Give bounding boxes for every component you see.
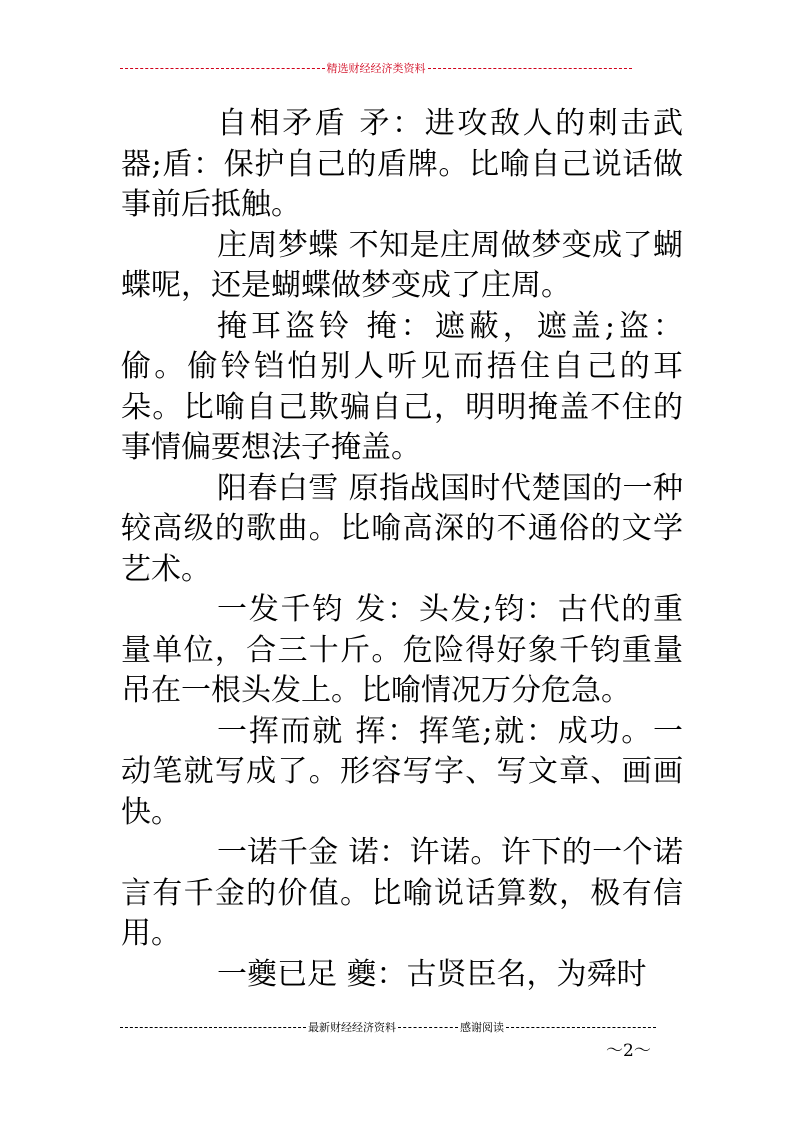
- idiom-paragraph: 一挥而就 挥：挥笔;就：成功。一动笔就写成了。形容写字、写文章、画画快。: [121, 713, 683, 830]
- header-divider-left: [120, 68, 325, 69]
- header-divider-right: [428, 68, 633, 69]
- idiom-paragraph: 掩耳盗铃 掩：遮蔽，遮盖;盗：偷。偷铃铛怕别人听见而捂住自己的耳朵。比喻自己欺骗自己，明明掩盖不住的事情偏要想法子掩盖。: [121, 308, 683, 465]
- page-footer: [120, 1018, 656, 1036]
- idiom-paragraph: 一诺千金 诺：许诺。许下的一个诺言有千金的价值。比喻说话算数，极有信用。: [121, 835, 683, 951]
- document-body: [121, 104, 683, 995]
- idiom-paragraph: 一夔已足 夔：古贤臣名，为舜时: [217, 956, 647, 992]
- idiom-paragraph: 一发千钧 发：头发;钧：古代的重量单位，合三十斤。危险得好象千钧重量吊在一根头发上。比喻情况万分危急。: [121, 592, 683, 708]
- header-text: 精选财经经济类资料: [326, 62, 426, 75]
- page-number: ～2～: [606, 1041, 651, 1061]
- idiom-paragraph: 阳春白雪 原指战国时代楚国的一种较高级的歌曲。比喻高深的不通俗的文学艺术。: [121, 470, 683, 587]
- footer-divider-left: [120, 1027, 306, 1028]
- footer-divider-middle: [398, 1027, 458, 1028]
- footer-divider-right: [506, 1027, 656, 1028]
- footer-left-text: 最新财经经济资料: [308, 1021, 396, 1034]
- page-header: [120, 59, 632, 77]
- idiom-paragraph: 庄周梦蝶 不知是庄周做梦变成了蝴蝶呢，还是蝴蝶做梦变成了庄周。: [121, 227, 683, 303]
- idiom-paragraph: 自相矛盾 矛：进攻敌人的刺击武器;盾：保护自己的盾牌。比喻自己说话做事前后抵触。: [121, 106, 683, 222]
- footer-right-text: 感谢阅读: [460, 1021, 504, 1034]
